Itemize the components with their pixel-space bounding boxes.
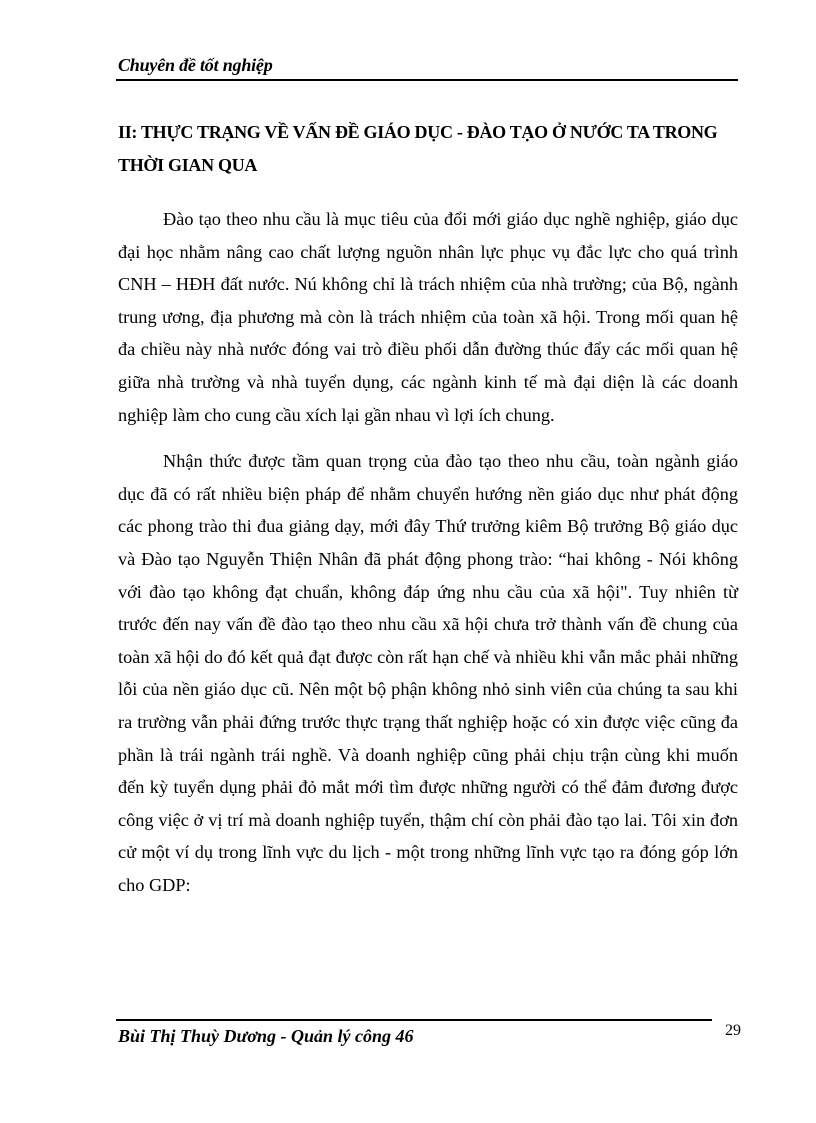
- body-text: [118, 203, 738, 901]
- page-number: 29: [725, 1022, 741, 1039]
- running-header-title: Chuyên đề tốt nghiệp: [118, 55, 273, 75]
- paragraph: Nhận thức được tầm quan trọng của đào tạo theo nhu cầu, toàn ngành giáo dục đã có rất nhiều biện pháp để nhằm chuyển hướng nền giáo dục như phát động các phong trào thi đua giảng dạy, mới đây Thứ trưởng kiêm Bộ trưởng Bộ giáo dục và Đào tạo Nguyễn Thiện Nhân đã phát động phong trào: “hai không - Nói không với đào tạo không đạt chuẩn, không đáp ứng nhu cầu của xã hội". Tuy nhiên từ trước đến nay vấn đề đào tạo theo nhu cầu xã hội chưa trở thành vấn đề chung của toàn xã hội do đó kết quả đạt được còn rất hạn chế và nhiều khi vẫn mắc phải những lỗi của nền giáo dục cũ. Nên một bộ phận không nhỏ sinh viên của chúng ta sau khi ra trường vẫn phải đứng trước thực trạng thất nghiệp hoặc có xin được việc cũng đa phần là trái ngành trái nghề. Và doanh nghiệp cũng phải chịu trận cùng khi muốn đến kỳ tuyển dụng phải đỏ mắt mới tìm được những người có thể đảm đương được công việc ở vị trí mà doanh nghiệp tuyển, thậm chí còn phải đào tạo lai. Tôi xin đơn cử một ví dụ trong lĩnh vực du lịch - một trong những lĩnh vực tạo ra đóng góp lớn cho GDP:: [118, 451, 738, 895]
- section-heading: II: THỰC TRẠNG VỀ VẤN ĐỀ GIÁO DỤC - ĐÀO TẠO Ở NƯỚC TA TRONG THỜI GIAN QUA: [118, 122, 718, 175]
- paragraph: Đào tạo theo nhu cầu là mục tiêu của đổi mới giáo dục nghề nghiệp, giáo dục đại học nhằm nâng cao chất lượng nguồn nhân lực phục vụ đắc lực cho quá trình CNH – HĐH đất nước. Nú không chỉ là trách nhiệm của nhà trường; của Bộ, ngành trung ương, địa phương mà còn là trách nhiệm của toàn xã hội. Trong mối quan hệ đa chiều này nhà nước đóng vai trò điều phối dẫn đường thúc đẩy các mối quan hệ giữa nhà trường và nhà tuyển dụng, các ngành kinh tế mà đại diện là các doanh nghiệp làm cho cung cầu xích lại gần nhau vì lợi ích chung.: [118, 209, 738, 425]
- header-rule: [116, 79, 738, 81]
- footer-rule: [116, 1019, 712, 1021]
- footer-author: Bùi Thị Thuỳ Dương - Quản lý công 46: [118, 1026, 414, 1046]
